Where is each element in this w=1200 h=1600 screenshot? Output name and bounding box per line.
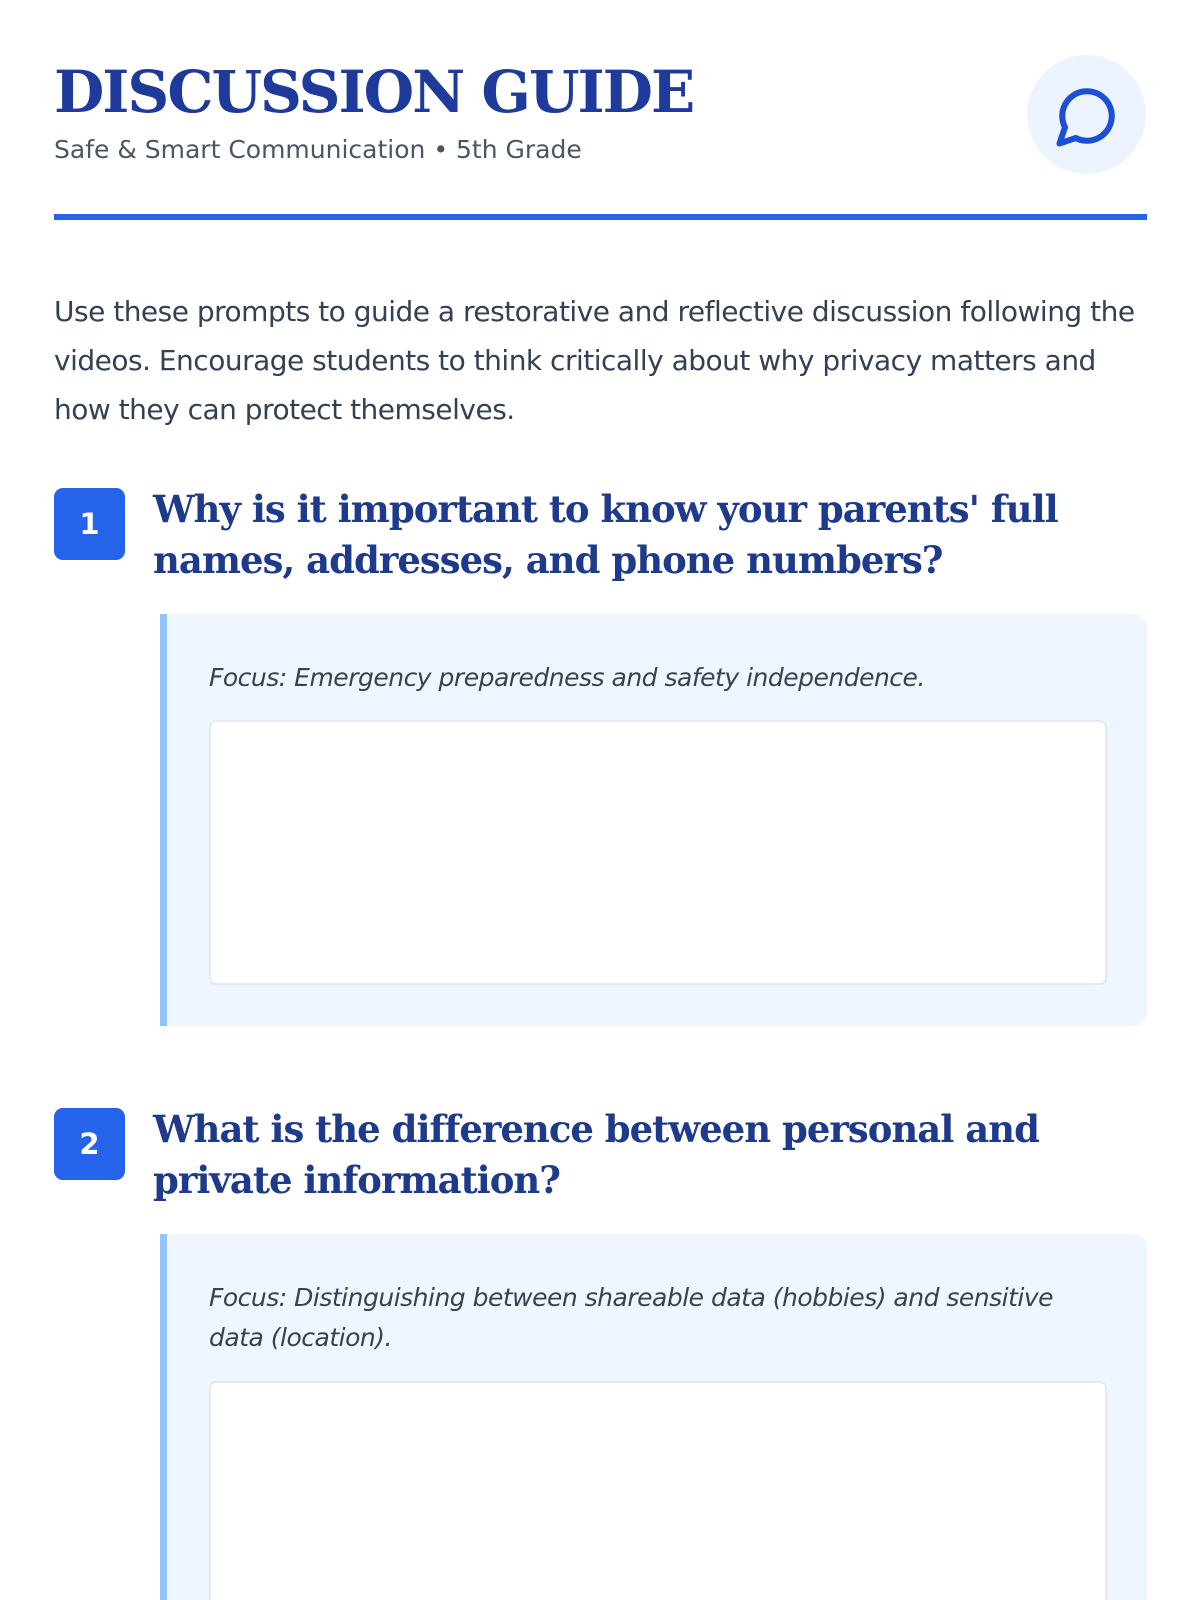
question-number-badge: 2 bbox=[54, 1108, 125, 1180]
intro-paragraph: Use these prompts to guide a restorative and reflective discussion following the videos. Encourage students to think critically about why privacy matters and how they can protect themselves. bbox=[54, 295, 1135, 426]
discussion-guide-page bbox=[54, 0, 1147, 1600]
question-panel bbox=[160, 1234, 1147, 1600]
header-divider bbox=[54, 214, 1147, 220]
page-subtitle: Safe & Smart Communication • 5th Grade bbox=[54, 135, 582, 164]
page-title: DISCUSSION GUIDE bbox=[54, 58, 694, 126]
question-text: Why is it important to know your parents' full names, addresses, and phone numbers? bbox=[153, 487, 1058, 582]
page-header bbox=[54, 0, 1147, 222]
chat-bubble-icon bbox=[1027, 55, 1146, 174]
response-area[interactable] bbox=[209, 1381, 1107, 1600]
question-number-badge: 1 bbox=[54, 488, 125, 560]
question-text: What is the difference between personal and private information? bbox=[153, 1107, 1039, 1202]
focus-note: Focus: Distinguishing between shareable data (hobbies) and sensitive data (location). bbox=[209, 1283, 1054, 1352]
question-panel bbox=[160, 614, 1147, 1026]
response-area[interactable] bbox=[209, 720, 1107, 985]
focus-note: Focus: Emergency preparedness and safety independence. bbox=[209, 663, 925, 692]
